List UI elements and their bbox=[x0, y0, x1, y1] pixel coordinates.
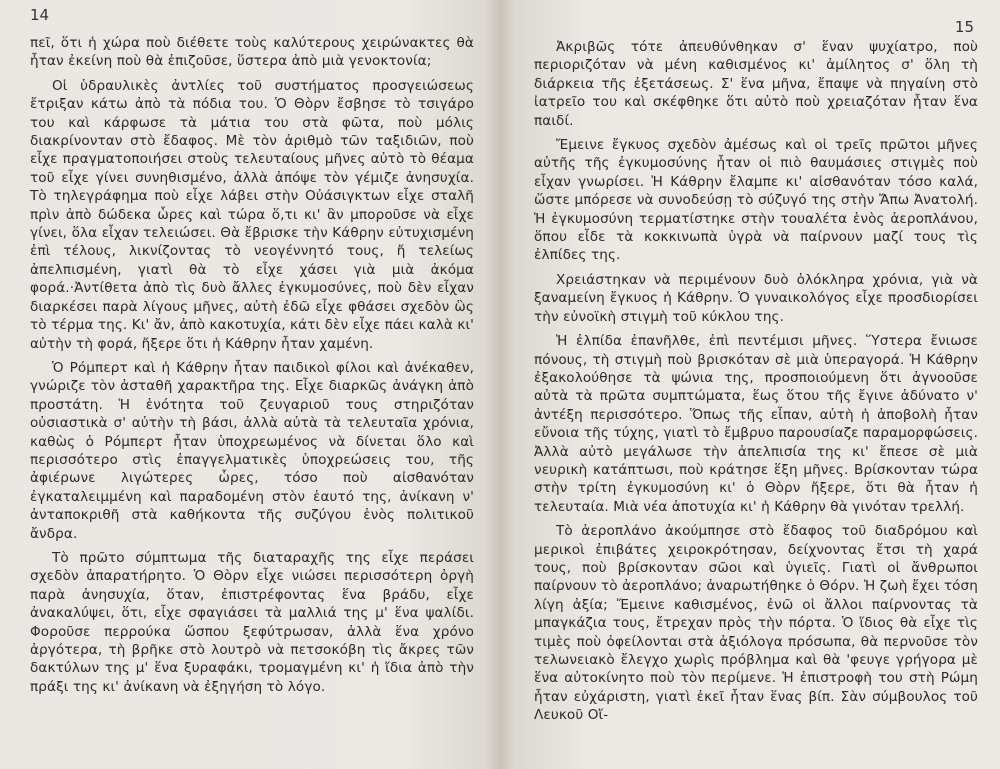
left-page-text bbox=[30, 34, 474, 696]
right-page bbox=[500, 0, 1000, 769]
paragraph: Χρειάστηκαν νὰ περιμένουν δυὸ ὁλόκληρα χρόνια, γιὰ νὰ ξαναμείνη ἔγκυος ἡ Κάθρην. Ὁ γυναικολόγος εἶχε προσδιορίσει τὴν εὐνοϊκὴ στιγμὴ τοῦ κύκλου της. bbox=[534, 271, 978, 325]
page-number-right: 15 bbox=[954, 18, 974, 36]
paragraph: Ἡ ἐλπίδα ἐπανῆλθε, ἐπὶ πεντέμισι μῆνες. Ὕστερα ἔνιωσε πόνους, τὴ στιγμὴ ποὺ βρισκόταν σὲ μιὰ ὑπεραγορά. Ἡ Κάθρην ἐξακολούθησε τὰ ψώνια της, προσποιούμενη ὅτι ἀγνοοῦσε αὐτὰ τὰ πρῶτα συμπτώματα, ἕως ὅτου τῆς ἔγινε ἀδύνατο ν' ἀντέξη περισσότερο. Ὅπως τῆς εἶπαν, αὐτὴ ἡ ἀποβολὴ ἦταν εὔνοια τῆς τύχης, γιατὶ τὸ ἔμβρυο παρουσίαζε παραμορφώσεις. Ἀλλὰ αὐτὸ μεγάλωσε τὴν ἀπελπισία της κι' ἔπεσε σὲ μιὰ νευρικὴ κατάπτωσι, ποὺ κράτησε ἕξη μῆνες. Βρίσκονταν τώρα στὴν τρίτη ἐγκυμοσύνη κι' ὁ Θὸρν ἤξερε, ὅτι θὰ ἦταν ἡ τελευταία. Μιὰ νέα ἀποτυχία κι' ἡ Κάθρην θὰ γινόταν τρελλή. bbox=[534, 333, 978, 515]
paragraph: Ἀκριβῶς τότε ἀπευθύνθηκαν σ' ἕναν ψυχίατρο, ποὺ περιοριζόταν νὰ μένη καθισμένος κι' ἀμίλητος σ' ὅλη τὴ διάρκεια τῆς ἐξετάσεως. Σ' ἕνα μῆνα, ἔπαψε νὰ πηγαίνη στὸ ἰατρεῖο του καὶ σκέφθηκε ὅτι αὐτὸ ποὺ χρειαζόταν ἦταν ἕνα παιδί. bbox=[534, 39, 978, 129]
paragraph: Ἔμεινε ἔγκυος σχεδὸν ἀμέσως καὶ οἱ τρεῖς πρῶτοι μῆνες αὐτῆς τῆς ἐγκυμοσύνης ἦταν οἱ πιὸ θαυμάσιες στιγμὲς ποὺ εἶχαν γνωρίσει. Ἡ Κάθρην ἔλαμπε κι' αἰσθανόταν τόσο καλά, ὥστε μπόρεσε νὰ συνοδεύσῃ τὸ σύζυγό της στὴν Ἄπω Ἀνατολή. Ἡ ἐγκυμοσύνη τερματίστηκε στὴν τουαλέτα ἑνὸς ἀεροπλάνου, ὅπου εἶδε τὰ κοκκινωπὰ ὑγρὰ νὰ παίρνουν μαζί τους τὶς ἐλπίδες της. bbox=[534, 137, 978, 264]
right-page-text bbox=[534, 38, 978, 725]
paragraph: πεῖ, ὅτι ἡ χώρα ποὺ διέθετε τοὺς καλύτερους χειρώνακτες θὰ ἦταν ἐκείνη ποὺ θὰ ἐπιζοῦσε, ὕστερα ἀπὸ μιὰ γενοκτονία; bbox=[30, 35, 474, 70]
paragraph: Τὸ πρῶτο σύμπτωμα τῆς διαταραχῆς της εἶχε περάσει σχεδὸν ἀπαρατήρητο. Ὁ Θὸρν εἶχε νιώσει περισσότερη ὀργὴ παρὰ ἀνησυχία, ὅταν, ἐπιστρέφοντας ἕνα βράδυ, εἶχε ἀνακαλύψει, ὅτι, εἶχε σφαγιάσει τὰ μαλλιά της μ' ἕνα ψαλίδι. Φοροῦσε περρούκα ὥσπου ξεφύτρωσαν, ἀλλὰ ἕνα χρόνο ἀργότερα, τὴ βρῆκε στὸ λουτρὸ νὰ πετσοκόβη τὶς ἄκρες τῶν δακτύλων της μ' ἕνα ξυραφάκι, τρομαγμένη κι' ἡ ἴδια ἀπὸ τὴν πράξι της κι' ἀνίκανη νὰ ἐξηγήση τὸ λόγο. bbox=[30, 549, 474, 695]
paragraph: Τὸ ἀεροπλάνο ἀκούμπησε στὸ ἔδαφος τοῦ διαδρόμου καὶ μερικοὶ ἐπιβάτες χειροκρότησαν, δείχνοντας ἔτσι τὴ χαρά τους, ποὺ βρίσκονταν σῶοι καὶ ὑγιεῖς. Γιατὶ οἱ ἄνθρωποι παίρνουν τὸ ἀεροπλάνο; ἀναρωτήθηκε ὁ Θόρν. Ἡ ζωὴ ἔχει τόση λίγη ἀξία; Ἔμεινε καθισμένος, ἐνῶ οἱ ἄλλοι παίρνοντας τὰ μπαγκάζια τους, ἔτρεχαν πρὸς τὴν πόρτα. Ὁ ἴδιος θὰ εἶχε τὶς τιμὲς ποὺ ὀφείλονται στὰ ἀξιόλογα πρόσωπα, θὰ περνοῦσε τὸν τελωνειακὸ ἔλεγχο χωρὶς πρόβλημα καὶ θὰ 'φευγε γρήγορα μὲ ἕνα αὐτοκίνητο ποὺ τὸν περίμενε. Ἡ ἐπιστροφὴ του στὴ Ρώμη ἦταν εὐχάριστη, γιατὶ ἐκεῖ ἦταν ἕνας βίπ. Σὰν σύμβουλος τοῦ Λευκοῦ Οἴ- bbox=[534, 523, 978, 724]
paragraph: Οἱ ὑδραυλικὲς ἀντλίες τοῦ συστήματος προσγειώσεως ἔτριξαν κάτω ἀπὸ τὰ πόδια του. Ὁ Θὸρν ἔσβησε τὸ τσιγάρο του καὶ κάρφωσε τὰ μάτια του στὰ φῶτα, ποὺ μόλις διακρίνονταν στὸ ἔδαφος. Μὲ τὸν ἀριθμὸ τῶν ταξιδιῶν, ποὺ εἶχε πραγματοποιήσει στοὺς τελευταίους μῆνες αὐτὸ τὸ θέαμα τοῦ εἶχε γίνει συνηθισμένο, ἀλλὰ ἀπόψε τὸν γέμιζε ἀνησυχία. Τὸ τηλεγράφημα ποὺ εἶχε λάβει στὴν Οὐάσιγκτων εἶχε σταλῆ πρὶν ἀπὸ δώδεκα ὧρες καὶ τώρα ὅ,τι κι' ἂν μποροῦσε νὰ εἶχε γίνει, ὅλα εἶχαν τελειώσει. Θὰ ἔβρισκε τὴν Κάθρην εὐτυχισμένη ἐπὶ τέλους, λικνίζοντας τὸ νεογέννητό τους, ἤ τελείως ἀπελπισμένη, γιατὶ θὰ τὸ εἶχε χάσει γιὰ μιὰ ἀκόμα φορά.·Ἀντίθετα ἀπὸ τὶς δυὸ ἄλλες ἐγκυμοσύνες, ποὺ δὲν εἶχαν διαρκέσει παρὰ λίγους μῆνες, αὐτὴ ἐδῶ εἶχε φθάσει σχεδὸν ὣς τὸ τέρμα της. Κι' ἄν, ἀπὸ κακοτυχία, κάτι δὲν εἶχε πάει καλὰ κι' αὐτὴν τὴ φορά, ἤξερε ὅτι ἡ Κάθρην ἦταν χαμένη. bbox=[30, 77, 474, 352]
paragraph: Ὁ Ρόμπερτ καὶ ἡ Κάθρην ἦταν παιδικοὶ φίλοι καὶ ἀνέκαθεν, γνώριζε τὸν ἀσταθῆ χαρακτῆρα της. Εἶχε διαρκῶς ἀνάγκη ἀπὸ προστάτη. Ἡ ἑνότητα τοῦ ζευγαριοῦ τους στηριζόταν οὐσιαστικὰ σ' αὐτὴν τὴ βάσι, ἀλλὰ αὐτὰ τὰ τελευταῖα χρόνια, καθὼς ὁ Ρόμπερτ ἦταν ὑποχρεωμένος νὰ δίνεται ὅλο καὶ περισσότερο στὶς ἐπαγγελματικὲς ὑποχρεώσεις του, τῆς ἀφιέρωνε λιγώτερες ὧρες, τόσο ποὺ αἰσθανόταν ἐγκαταλειμμένη καὶ παραδομένη στὸν ἑαυτό της, ἀνίκανη ν' ἀνταποκριθῆ στὰ καθήκοντα τῆς συζύγου ἑνὸς πολιτικοῦ ἄνδρα. bbox=[30, 359, 474, 542]
page-number-left: 14 bbox=[30, 6, 50, 24]
